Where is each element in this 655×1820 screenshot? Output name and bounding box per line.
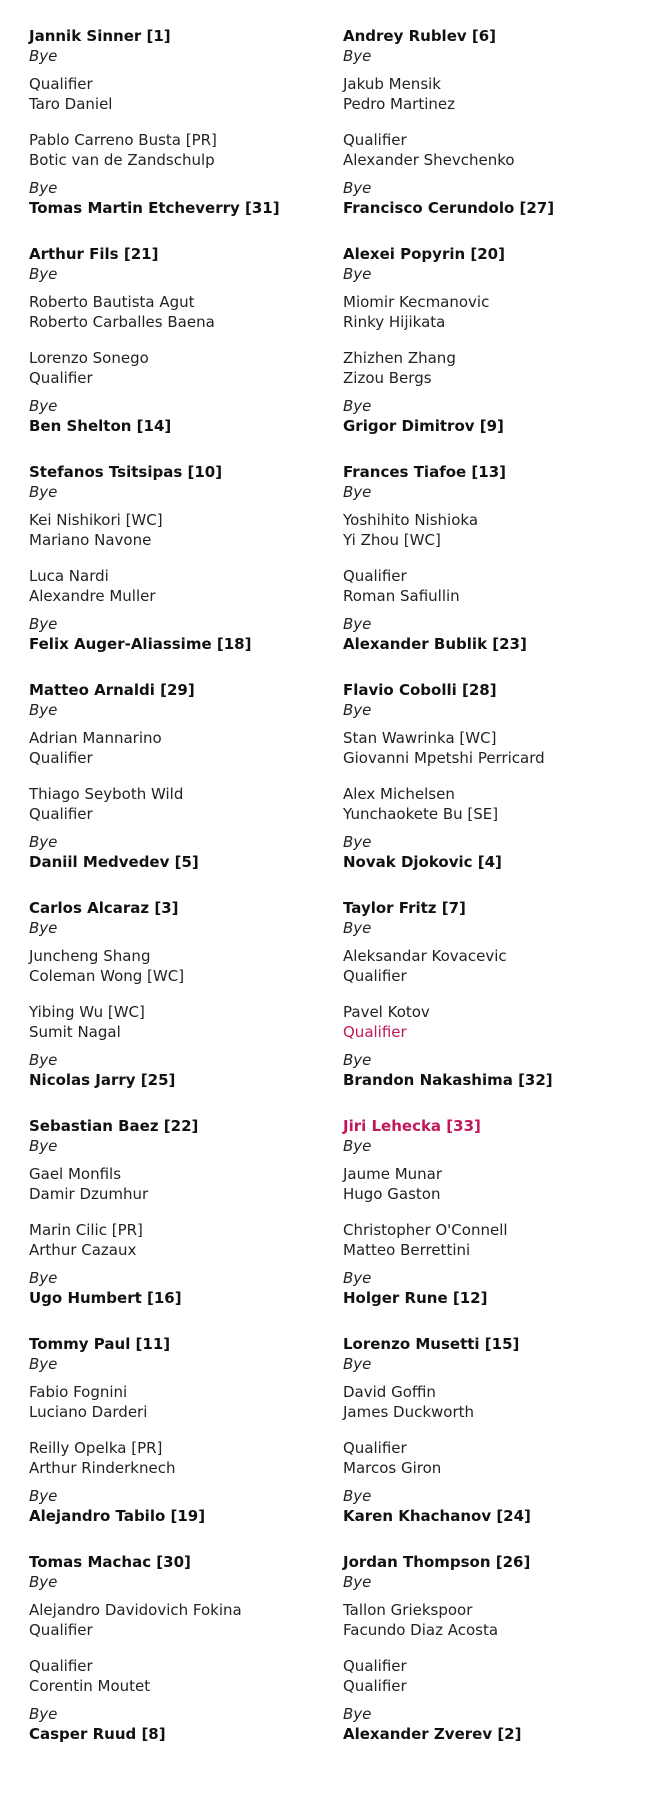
player-zhizhen-zhang: Zhizhen Zhang <box>343 349 456 367</box>
player-tallon-griekspoor: Tallon Griekspoor <box>343 1601 473 1619</box>
bye-slot: Bye <box>29 397 58 415</box>
seeded-player-carlos-alcaraz: Carlos Alcaraz [3] <box>29 899 179 917</box>
seeded-player-andrey-rublev: Andrey Rublev [6] <box>343 27 497 45</box>
player-yi-zhou: Yi Zhou [WC] <box>343 531 441 549</box>
bye-slot: Bye <box>343 179 372 197</box>
seeded-player-daniil-medvedev: Daniil Medvedev [5] <box>29 853 199 871</box>
bye-slot: Bye <box>29 1705 58 1723</box>
player-pavel-kotov: Pavel Kotov <box>343 1003 430 1021</box>
bye-slot: Bye <box>29 483 58 501</box>
qualifier-slot: Qualifier <box>343 1023 407 1041</box>
bye-slot: Bye <box>343 701 372 719</box>
qualifier-slot: Qualifier <box>343 1677 407 1695</box>
player-luciano-darderi: Luciano Darderi <box>29 1403 148 1421</box>
seeded-player-taylor-fritz: Taylor Fritz [7] <box>343 899 466 917</box>
seeded-player-alexander-zverev: Alexander Zverev [2] <box>343 1725 522 1743</box>
bye-slot: Bye <box>343 1573 372 1591</box>
seeded-player-tomas-martin-etcheverry: Tomas Martin Etcheverry [31] <box>29 199 280 217</box>
player-taro-daniel: Taro Daniel <box>29 95 113 113</box>
bye-slot: Bye <box>343 1137 372 1155</box>
player-mariano-navone: Mariano Navone <box>29 531 152 549</box>
bye-slot: Bye <box>343 1355 372 1373</box>
seeded-player-arthur-fils: Arthur Fils [21] <box>29 245 159 263</box>
bye-slot: Bye <box>343 1051 372 1069</box>
bye-slot: Bye <box>29 919 58 937</box>
player-marin-cilic: Marin Cilic [PR] <box>29 1221 143 1239</box>
player-marcos-giron: Marcos Giron <box>343 1459 442 1477</box>
player-fabio-fognini: Fabio Fognini <box>29 1383 128 1401</box>
player-jakub-mensik: Jakub Mensik <box>343 75 441 93</box>
seeded-player-jannik-sinner: Jannik Sinner [1] <box>29 27 171 45</box>
player-arthur-cazaux: Arthur Cazaux <box>29 1241 137 1259</box>
seeded-player-flavio-cobolli: Flavio Cobolli [28] <box>343 681 497 699</box>
player-rinky-hijikata: Rinky Hijikata <box>343 313 446 331</box>
bye-slot: Bye <box>29 1269 58 1287</box>
player-luca-nardi: Luca Nardi <box>29 567 109 585</box>
seeded-player-novak-djokovic: Novak Djokovic [4] <box>343 853 502 871</box>
seeded-player-matteo-arnaldi: Matteo Arnaldi [29] <box>29 681 195 699</box>
bye-slot: Bye <box>29 1355 58 1373</box>
seeded-player-lorenzo-musetti: Lorenzo Musetti [15] <box>343 1335 520 1353</box>
seeded-player-stefanos-tsitsipas: Stefanos Tsitsipas [10] <box>29 463 223 481</box>
qualifier-slot: Qualifier <box>29 1621 93 1639</box>
player-roman-safiullin: Roman Safiullin <box>343 587 460 605</box>
bye-slot: Bye <box>29 1137 58 1155</box>
player-kei-nishikori: Kei Nishikori [WC] <box>29 511 163 529</box>
player-corentin-moutet: Corentin Moutet <box>29 1677 151 1695</box>
bye-slot: Bye <box>343 1487 372 1505</box>
player-reilly-opelka: Reilly Opelka [PR] <box>29 1439 163 1457</box>
player-thiago-seyboth-wild: Thiago Seyboth Wild <box>29 785 184 803</box>
bye-slot: Bye <box>29 833 58 851</box>
qualifier-slot: Qualifier <box>29 75 93 93</box>
bye-slot: Bye <box>343 483 372 501</box>
player-yunchaokete-bu: Yunchaokete Bu [SE] <box>343 805 499 823</box>
seeded-player-casper-ruud: Casper Ruud [8] <box>29 1725 166 1743</box>
bye-slot: Bye <box>29 265 58 283</box>
player-yibing-wu: Yibing Wu [WC] <box>29 1003 145 1021</box>
player-matteo-berrettini: Matteo Berrettini <box>343 1241 471 1259</box>
qualifier-slot: Qualifier <box>29 369 93 387</box>
qualifier-slot: Qualifier <box>343 1657 407 1675</box>
seeded-player-francisco-cerundolo: Francisco Cerundolo [27] <box>343 199 555 217</box>
bye-slot: Bye <box>343 47 372 65</box>
seeded-player-tomas-machac: Tomas Machac [30] <box>29 1553 191 1571</box>
player-stan-wawrinka: Stan Wawrinka [WC] <box>343 729 497 747</box>
player-alejandro-davidovich-fokina: Alejandro Davidovich Fokina <box>29 1601 242 1619</box>
bye-slot: Bye <box>343 397 372 415</box>
player-facundo-diaz-acosta: Facundo Diaz Acosta <box>343 1621 499 1639</box>
seeded-player-jiri-lehecka: Jiri Lehecka [33] <box>343 1117 481 1135</box>
player-pedro-martinez: Pedro Martinez <box>343 95 456 113</box>
player-alexandre-muller: Alexandre Muller <box>29 587 156 605</box>
bye-slot: Bye <box>29 47 58 65</box>
bye-slot: Bye <box>343 833 372 851</box>
bye-slot: Bye <box>29 1051 58 1069</box>
qualifier-slot: Qualifier <box>343 567 407 585</box>
player-miomir-kecmanovic: Miomir Kecmanovic <box>343 293 490 311</box>
player-arthur-rinderknech: Arthur Rinderknech <box>29 1459 176 1477</box>
seeded-player-alejandro-tabilo: Alejandro Tabilo [19] <box>29 1507 206 1525</box>
player-giovanni-mpetshi-perricard: Giovanni Mpetshi Perricard <box>343 749 545 767</box>
qualifier-slot: Qualifier <box>29 805 93 823</box>
player-hugo-gaston: Hugo Gaston <box>343 1185 441 1203</box>
player-roberto-carballes-baena: Roberto Carballes Baena <box>29 313 215 331</box>
bye-slot: Bye <box>343 615 372 633</box>
player-zizou-bergs: Zizou Bergs <box>343 369 432 387</box>
player-jaume-munar: Jaume Munar <box>343 1165 443 1183</box>
player-damir-dzumhur: Damir Dzumhur <box>29 1185 149 1203</box>
seeded-player-karen-khachanov: Karen Khachanov [24] <box>343 1507 531 1525</box>
bye-slot: Bye <box>29 1573 58 1591</box>
player-alexander-shevchenko: Alexander Shevchenko <box>343 151 515 169</box>
bye-slot: Bye <box>343 919 372 937</box>
bye-slot: Bye <box>29 615 58 633</box>
bye-slot: Bye <box>343 1705 372 1723</box>
seeded-player-felix-auger-aliassime: Felix Auger-Aliassime [18] <box>29 635 252 653</box>
bye-slot: Bye <box>29 1487 58 1505</box>
player-coleman-wong: Coleman Wong [WC] <box>29 967 185 985</box>
player-gael-monfils: Gael Monfils <box>29 1165 122 1183</box>
qualifier-slot: Qualifier <box>343 1439 407 1457</box>
bye-slot: Bye <box>29 179 58 197</box>
player-christopher-o-connell: Christopher O'Connell <box>343 1221 508 1239</box>
seeded-player-jordan-thompson: Jordan Thompson [26] <box>343 1553 531 1571</box>
qualifier-slot: Qualifier <box>343 131 407 149</box>
seeded-player-sebastian-baez: Sebastian Baez [22] <box>29 1117 199 1135</box>
player-botic-van-de-zandschulp: Botic van de Zandschulp <box>29 151 215 169</box>
player-juncheng-shang: Juncheng Shang <box>29 947 151 965</box>
player-yoshihito-nishioka: Yoshihito Nishioka <box>343 511 479 529</box>
qualifier-slot: Qualifier <box>343 967 407 985</box>
bye-slot: Bye <box>343 1269 372 1287</box>
seeded-player-ben-shelton: Ben Shelton [14] <box>29 417 172 435</box>
player-david-goffin: David Goffin <box>343 1383 436 1401</box>
seeded-player-alexei-popyrin: Alexei Popyrin [20] <box>343 245 505 263</box>
player-adrian-mannarino: Adrian Mannarino <box>29 729 162 747</box>
qualifier-slot: Qualifier <box>29 749 93 767</box>
player-james-duckworth: James Duckworth <box>343 1403 475 1421</box>
player-lorenzo-sonego: Lorenzo Sonego <box>29 349 149 367</box>
seeded-player-ugo-humbert: Ugo Humbert [16] <box>29 1289 182 1307</box>
player-alex-michelsen: Alex Michelsen <box>343 785 455 803</box>
seeded-player-nicolas-jarry: Nicolas Jarry [25] <box>29 1071 176 1089</box>
seeded-player-holger-rune: Holger Rune [12] <box>343 1289 488 1307</box>
seeded-player-frances-tiafoe: Frances Tiafoe [13] <box>343 463 507 481</box>
player-sumit-nagal: Sumit Nagal <box>29 1023 121 1041</box>
bye-slot: Bye <box>29 701 58 719</box>
player-roberto-bautista-agut: Roberto Bautista Agut <box>29 293 195 311</box>
seeded-player-tommy-paul: Tommy Paul [11] <box>29 1335 171 1353</box>
player-pablo-carreno-busta: Pablo Carreno Busta [PR] <box>29 131 217 149</box>
seeded-player-brandon-nakashima: Brandon Nakashima [32] <box>343 1071 553 1089</box>
bye-slot: Bye <box>343 265 372 283</box>
seeded-player-grigor-dimitrov: Grigor Dimitrov [9] <box>343 417 504 435</box>
player-aleksandar-kovacevic: Aleksandar Kovacevic <box>343 947 507 965</box>
qualifier-slot: Qualifier <box>29 1657 93 1675</box>
seeded-player-alexander-bublik: Alexander Bublik [23] <box>343 635 527 653</box>
